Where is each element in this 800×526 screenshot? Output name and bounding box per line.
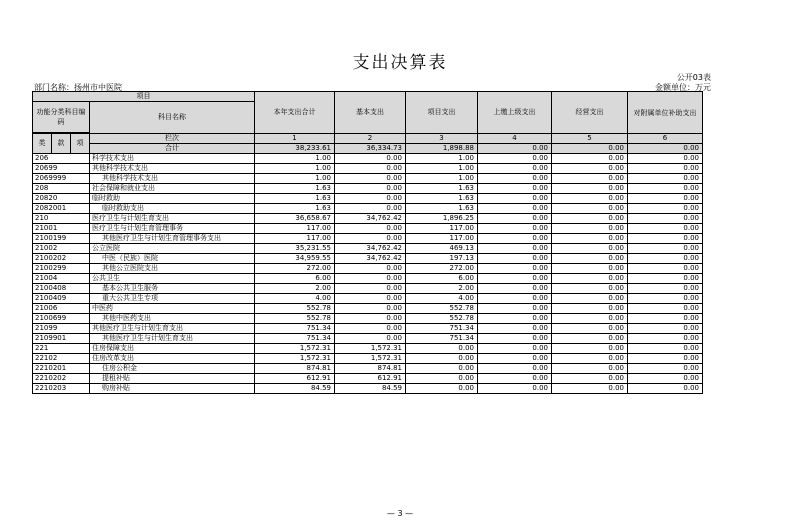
row-value: 0.00	[478, 374, 552, 384]
row-subject-name: 提租补贴	[90, 374, 255, 384]
row-value: 84.59	[255, 384, 335, 394]
form-code: 公开03表	[676, 73, 711, 82]
row-value: 0.00	[552, 174, 628, 184]
row-value: 751.34	[255, 334, 335, 344]
row-value: 751.34	[406, 334, 478, 344]
row-subject-name: 购房补贴	[90, 384, 255, 394]
table-row	[33, 284, 703, 294]
row-value: 6.00	[255, 274, 335, 284]
header-kuan: 款	[52, 134, 71, 154]
row-value: 0.00	[478, 324, 552, 334]
row-value: 0.00	[628, 364, 703, 374]
row-value: 0.00	[335, 334, 406, 344]
row-subject-name: 社会保障和就业支出	[90, 184, 255, 194]
row-value: 0.00	[335, 194, 406, 204]
row-value: 34,762.42	[335, 254, 406, 264]
row-value: 0.00	[478, 384, 552, 394]
row-value: 34,959.55	[255, 254, 335, 264]
header-col-project: 项目支出	[406, 92, 478, 134]
row-value: 1.63	[406, 184, 478, 194]
row-value: 0.00	[335, 224, 406, 234]
col-number-6: 6	[628, 134, 703, 144]
table-row	[33, 294, 703, 304]
row-value: 197.13	[406, 254, 478, 264]
col-number-1: 1	[255, 134, 335, 144]
row-value: 0.00	[628, 304, 703, 314]
row-value: 34,762.42	[335, 214, 406, 224]
row-value: 4.00	[406, 294, 478, 304]
row-code: 2100199	[33, 234, 90, 244]
row-value: 0.00	[628, 174, 703, 184]
row-value: 0.00	[478, 174, 552, 184]
row-code: 221	[33, 344, 90, 354]
table-row	[33, 324, 703, 334]
row-value: 0.00	[552, 314, 628, 324]
row-value: 0.00	[335, 234, 406, 244]
row-value: 0.00	[552, 324, 628, 334]
row-code: 206	[33, 154, 90, 164]
header-item: 项目	[33, 92, 255, 102]
row-subject-name: 公立医院	[90, 244, 255, 254]
row-value: 0.00	[628, 264, 703, 274]
row-value: 0.00	[478, 194, 552, 204]
row-value: 552.78	[406, 304, 478, 314]
row-value: 0.00	[335, 274, 406, 284]
row-value: 0.00	[478, 154, 552, 164]
row-subject-name: 临时救助支出	[90, 204, 255, 214]
row-value: 612.91	[255, 374, 335, 384]
row-value: 552.78	[255, 304, 335, 314]
row-value: 0.00	[478, 314, 552, 324]
row-value: 552.78	[406, 314, 478, 324]
row-value: 0.00	[335, 174, 406, 184]
table-row	[33, 364, 703, 374]
table-row	[33, 174, 703, 184]
row-value: 0.00	[406, 374, 478, 384]
row-value: 0.00	[478, 274, 552, 284]
header-col-basic: 基本支出	[335, 92, 406, 134]
row-value: 0.00	[552, 344, 628, 354]
row-value: 0.00	[406, 354, 478, 364]
row-value: 1,572.31	[255, 354, 335, 364]
row-value: 0.00	[335, 314, 406, 324]
row-subject-name: 其他医疗卫生与计划生育支出	[90, 334, 255, 344]
row-code: 2210201	[33, 364, 90, 374]
row-value: 0.00	[628, 254, 703, 264]
row-subject-name: 其他医疗卫生与计划生育管理事务支出	[90, 234, 255, 244]
row-value: 0.00	[478, 234, 552, 244]
table-row	[33, 234, 703, 244]
row-value: 1.63	[255, 194, 335, 204]
row-code: 20820	[33, 194, 90, 204]
row-subject-name: 住房保障支出	[90, 344, 255, 354]
total-value: 0.00	[628, 144, 703, 154]
row-value: 552.78	[255, 314, 335, 324]
header-func-class: 功能分类科目编码	[33, 102, 90, 133]
row-value: 0.00	[478, 244, 552, 254]
row-code: 2109901	[33, 334, 90, 344]
row-value: 272.00	[255, 264, 335, 274]
row-value: 0.00	[628, 234, 703, 244]
header-lanci: 栏次	[90, 134, 255, 144]
row-value: 272.00	[406, 264, 478, 274]
row-value: 0.00	[335, 204, 406, 214]
row-value: 1,572.31	[335, 354, 406, 364]
row-code: 2082001	[33, 204, 90, 214]
row-value: 0.00	[478, 214, 552, 224]
row-value: 1.63	[406, 194, 478, 204]
row-value: 0.00	[478, 294, 552, 304]
row-subject-name: 医疗卫生与计划生育支出	[90, 214, 255, 224]
row-subject-name: 其他科学技术支出	[90, 164, 255, 174]
table-row	[33, 274, 703, 284]
row-value: 0.00	[628, 294, 703, 304]
col-number-3: 3	[406, 134, 478, 144]
table-row	[33, 344, 703, 354]
row-value: 0.00	[478, 184, 552, 194]
row-value: 117.00	[255, 234, 335, 244]
row-value: 0.00	[335, 324, 406, 334]
row-value: 1,896.25	[406, 214, 478, 224]
total-value: 0.00	[552, 144, 628, 154]
row-value: 0.00	[478, 344, 552, 354]
expenditure-table	[32, 91, 703, 394]
row-value: 0.00	[552, 364, 628, 374]
row-value: 0.00	[552, 234, 628, 244]
row-value: 0.00	[628, 204, 703, 214]
row-value: 1.63	[406, 204, 478, 214]
row-code: 21099	[33, 324, 90, 334]
col-number-4: 4	[478, 134, 552, 144]
table-row	[33, 154, 703, 164]
row-code: 21001	[33, 224, 90, 234]
row-code: 22102	[33, 354, 90, 364]
row-value: 0.00	[628, 284, 703, 294]
row-value: 612.91	[335, 374, 406, 384]
row-value: 0.00	[478, 354, 552, 364]
row-value: 0.00	[628, 344, 703, 354]
row-value: 0.00	[552, 204, 628, 214]
row-value: 0.00	[628, 214, 703, 224]
row-value: 751.34	[255, 324, 335, 334]
row-value: 36,658.67	[255, 214, 335, 224]
row-subject-name: 临时救助	[90, 194, 255, 204]
table-row	[33, 224, 703, 234]
row-value: 1,572.31	[255, 344, 335, 354]
row-value: 0.00	[628, 324, 703, 334]
row-value: 0.00	[628, 374, 703, 384]
row-value: 0.00	[478, 364, 552, 374]
row-value: 1.63	[255, 184, 335, 194]
row-value: 117.00	[406, 234, 478, 244]
row-value: 0.00	[478, 334, 552, 344]
row-value: 0.00	[478, 204, 552, 214]
row-value: 4.00	[255, 294, 335, 304]
row-value: 0.00	[478, 284, 552, 294]
row-value: 117.00	[255, 224, 335, 234]
header-xiang: 项	[71, 134, 90, 154]
row-code: 2100699	[33, 314, 90, 324]
row-value: 0.00	[552, 334, 628, 344]
row-value: 0.00	[628, 224, 703, 234]
row-value: 0.00	[478, 254, 552, 264]
row-value: 0.00	[552, 224, 628, 234]
total-row	[33, 144, 703, 154]
row-value: 469.13	[406, 244, 478, 254]
table-row	[33, 374, 703, 384]
row-code: 2069999	[33, 174, 90, 184]
row-value: 34,762.42	[335, 244, 406, 254]
table-row	[33, 264, 703, 274]
row-value: 35,231.55	[255, 244, 335, 254]
row-value: 0.00	[335, 304, 406, 314]
row-value: 0.00	[478, 264, 552, 274]
col-number-5: 5	[552, 134, 628, 144]
row-value: 0.00	[406, 344, 478, 354]
table-row	[33, 244, 703, 254]
row-subject-name: 医疗卫生与计划生育管理事务	[90, 224, 255, 234]
total-value: 0.00	[478, 144, 552, 154]
row-value: 874.81	[335, 364, 406, 374]
row-value: 0.00	[478, 164, 552, 174]
row-value: 751.34	[406, 324, 478, 334]
header-subject-name: 科目名称	[90, 102, 255, 134]
table-row	[33, 204, 703, 214]
row-value: 0.00	[628, 194, 703, 204]
row-code: 2100299	[33, 264, 90, 274]
total-label: 合计	[90, 144, 255, 154]
row-code: 2210203	[33, 384, 90, 394]
row-code: 21004	[33, 274, 90, 284]
total-value: 38,233.61	[255, 144, 335, 154]
row-value: 0.00	[628, 334, 703, 344]
row-code: 21006	[33, 304, 90, 314]
row-value: 0.00	[628, 354, 703, 364]
row-value: 0.00	[335, 264, 406, 274]
row-value: 0.00	[406, 364, 478, 374]
row-code: 21002	[33, 244, 90, 254]
row-value: 0.00	[552, 374, 628, 384]
row-subject-name: 其他医疗卫生与计划生育支出	[90, 324, 255, 334]
row-value: 0.00	[552, 264, 628, 274]
row-subject-name: 其他公立医院支出	[90, 264, 255, 274]
header-col-upper: 上缴上级支出	[478, 92, 552, 134]
row-value: 0.00	[552, 184, 628, 194]
row-value: 0.00	[552, 384, 628, 394]
table-row	[33, 254, 703, 264]
header-lei: 类	[33, 134, 52, 154]
row-value: 0.00	[552, 194, 628, 204]
table-row	[33, 194, 703, 204]
row-value: 0.00	[552, 154, 628, 164]
page-number: — 3 —	[386, 509, 414, 518]
total-value: 36,334.73	[335, 144, 406, 154]
row-subject-name: 住房改革支出	[90, 354, 255, 364]
table-row	[33, 184, 703, 194]
row-subject-name: 公共卫生	[90, 274, 255, 284]
row-value: 0.00	[335, 284, 406, 294]
row-subject-name: 基本公共卫生服务	[90, 284, 255, 294]
row-value: 0.00	[628, 384, 703, 394]
document-title: 支出决算表	[352, 53, 448, 73]
table-row	[33, 164, 703, 174]
row-subject-name: 中医（民族）医院	[90, 254, 255, 264]
row-code: 208	[33, 184, 90, 194]
row-value: 1.00	[406, 164, 478, 174]
row-value: 1.00	[406, 174, 478, 184]
row-value: 0.00	[552, 164, 628, 174]
row-value: 0.00	[628, 164, 703, 174]
row-value: 0.00	[335, 154, 406, 164]
row-value: 0.00	[552, 274, 628, 284]
row-subject-name: 其他中医药支出	[90, 314, 255, 324]
table-row	[33, 214, 703, 224]
row-code: 210	[33, 214, 90, 224]
row-subject-name: 科学技术支出	[90, 154, 255, 164]
header-col-total: 本年支出合计	[255, 92, 335, 134]
row-value: 0.00	[628, 184, 703, 194]
table-row	[33, 384, 703, 394]
row-value: 0.00	[478, 304, 552, 314]
table-row	[33, 314, 703, 324]
row-value: 84.59	[335, 384, 406, 394]
col-number-2: 2	[335, 134, 406, 144]
table-row	[33, 334, 703, 344]
row-subject-name: 重大公共卫生专项	[90, 294, 255, 304]
row-value: 0.00	[628, 274, 703, 284]
row-value: 0.00	[335, 294, 406, 304]
row-code: 2210202	[33, 374, 90, 384]
row-value: 1.00	[406, 154, 478, 164]
row-value: 2.00	[255, 284, 335, 294]
row-value: 0.00	[628, 154, 703, 164]
row-value: 1.63	[255, 204, 335, 214]
table-row	[33, 354, 703, 364]
header-col-business: 经营支出	[552, 92, 628, 134]
row-value: 1.00	[255, 174, 335, 184]
row-code: 2100409	[33, 294, 90, 304]
row-value: 0.00	[335, 164, 406, 174]
row-code: 20699	[33, 164, 90, 174]
row-value: 1.00	[255, 154, 335, 164]
row-code: 2100408	[33, 284, 90, 294]
row-value: 0.00	[406, 384, 478, 394]
row-value: 1.00	[255, 164, 335, 174]
row-value: 0.00	[552, 254, 628, 264]
header-col-subsidy: 对附属单位补助支出	[628, 92, 703, 134]
row-value: 0.00	[628, 314, 703, 324]
row-value: 0.00	[552, 284, 628, 294]
currency-unit: 金额单位：万元	[655, 83, 711, 92]
total-value: 1,898.88	[406, 144, 478, 154]
row-value: 117.00	[406, 224, 478, 234]
row-value: 0.00	[335, 184, 406, 194]
row-value: 0.00	[552, 354, 628, 364]
row-value: 1,572.31	[335, 344, 406, 354]
row-value: 6.00	[406, 274, 478, 284]
row-value: 0.00	[478, 224, 552, 234]
row-subject-name: 中医药	[90, 304, 255, 314]
row-value: 0.00	[552, 244, 628, 254]
row-subject-name: 其他科学技术支出	[90, 174, 255, 184]
row-value: 0.00	[628, 244, 703, 254]
row-value: 874.81	[255, 364, 335, 374]
row-code: 2100202	[33, 254, 90, 264]
row-value: 0.00	[552, 214, 628, 224]
department-name: 部门名称：扬州市中医院	[34, 83, 122, 92]
row-value: 0.00	[552, 294, 628, 304]
row-value: 2.00	[406, 284, 478, 294]
table-row	[33, 304, 703, 314]
row-subject-name: 住房公积金	[90, 364, 255, 374]
row-value: 0.00	[552, 304, 628, 314]
